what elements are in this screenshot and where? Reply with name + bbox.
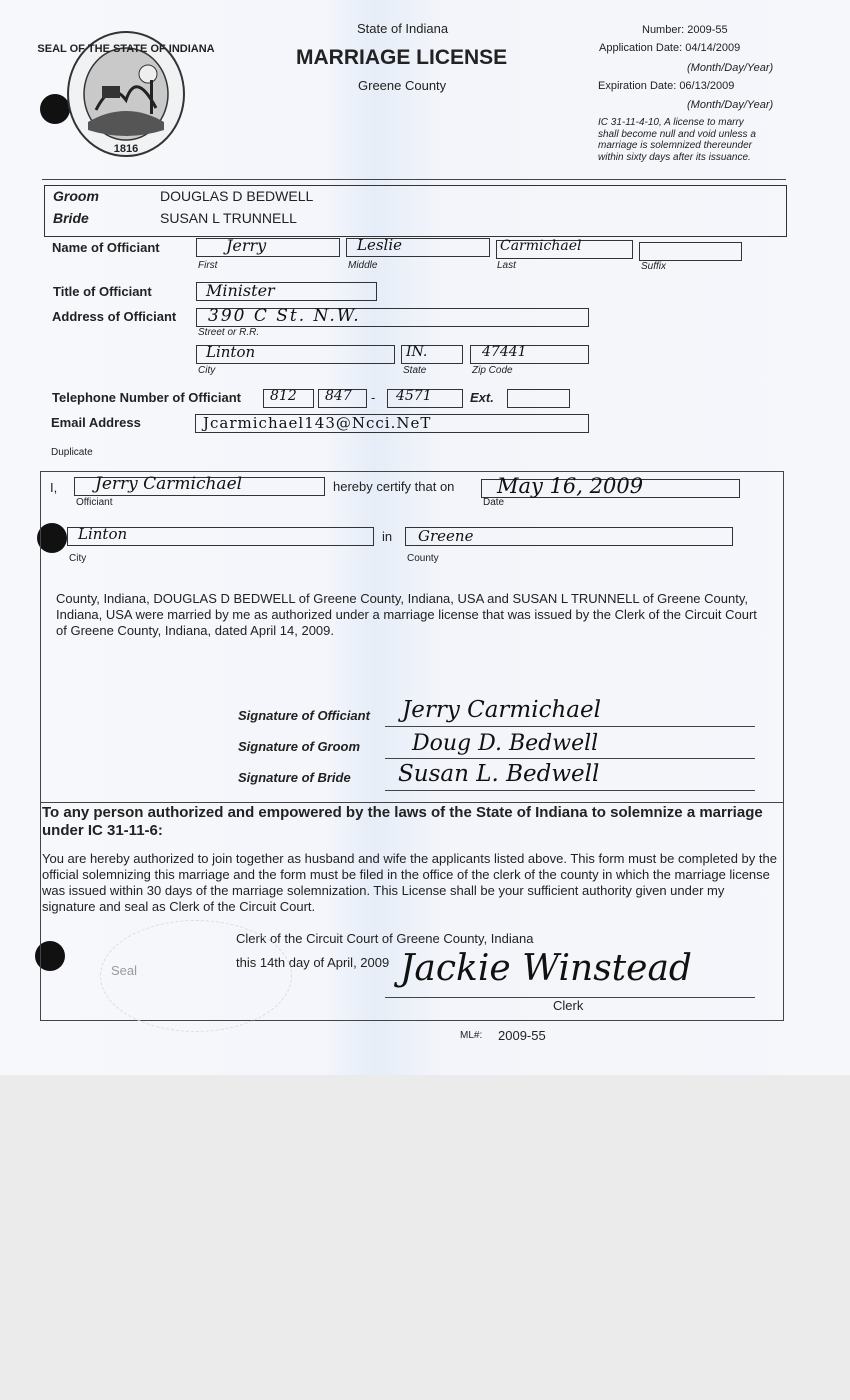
statute-note-line: shall become null and void unless a — [598, 128, 756, 140]
officiant-email-label: Email Address — [51, 415, 141, 430]
expiration-date: Expiration Date: 06/13/2009 — [598, 80, 735, 92]
expiration-date-format: (Month/Day/Year) — [687, 99, 774, 111]
state-value: IN. — [406, 344, 428, 360]
statute-note — [598, 117, 756, 163]
issued-date: this 14th day of April, 2009 — [236, 955, 390, 970]
application-date: Application Date: 04/14/2009 — [599, 42, 741, 54]
officiant-address-label: Address of Officiant — [52, 309, 177, 324]
statute-note-line: IC 31-11-4-10, A license to marry — [598, 117, 744, 128]
certificate-statement: County, Indiana, DOUGLAS D BEDWELL of Greene County, Indiana, USA and SUSAN L TRUNNELL of Greene County, Indiana, USA were married by me as authorized under a marriage license that was issued by the Clerk of the Circuit Court of Greene County, Indiana, dated April 14, 2009. — [56, 591, 757, 638]
sig-bride-signature: Susan L. Bedwell — [398, 761, 600, 787]
sig-groom-signature: Doug D. Bedwell — [412, 731, 599, 756]
officiant-suffix-field[interactable] — [639, 242, 742, 261]
officiant-middle-value: Leslie — [357, 236, 403, 254]
officiant-last-value: Carmichael — [500, 238, 582, 254]
header-divider — [42, 179, 786, 180]
certificate-i-label: I, — [50, 480, 58, 495]
phone-dash: - — [371, 390, 376, 405]
sig-bride-line — [385, 790, 755, 791]
certificate-in-label: in — [382, 529, 393, 544]
officiant-phone-label: Telephone Number of Officiant — [52, 390, 241, 405]
first-label: First — [198, 260, 218, 271]
certificate-officiant-label: Officiant — [76, 497, 113, 508]
certificate-county-value: Greene — [418, 527, 474, 545]
statute-note-line: marriage is solemnized thereunder — [598, 140, 752, 151]
state-seal-icon — [37, 30, 215, 158]
clerk-signature: Jackie Winstead — [400, 948, 692, 989]
clerk-label: Clerk — [553, 998, 584, 1013]
seal-label: Seal — [111, 963, 138, 978]
clerk-court-label: Clerk of the Circuit Court of Greene County, Indiana — [236, 931, 534, 946]
groom-label: Groom — [53, 188, 99, 204]
zip-label: Zip Code — [472, 365, 513, 376]
zip-value: 47441 — [482, 344, 527, 360]
sig-officiant-label: Signature of Officiant — [238, 708, 370, 723]
duplicate-label: Duplicate — [51, 447, 93, 458]
state-label: State — [403, 365, 427, 376]
officiant-title-label: Title of Officiant — [53, 284, 152, 299]
authorization-text: You are hereby authorized to join together as husband and wife the applicants listed above. This form must be completed by the official solemnizing this marriage and the form must be filed in the office of the clerk of the county in which the marriage license was issued within 30 days of the marriage solemnization. This License shall be your sufficient authority given under my signature and seal as Clerk of the Circuit Court. — [42, 851, 777, 914]
officiant-first-value: Jerry — [226, 236, 267, 255]
city-label: City — [198, 365, 216, 376]
certificate-date-label: Date — [483, 497, 505, 508]
phone-ext-label: Ext. — [470, 390, 494, 405]
email-value: Jcarmichael143@Ncci.NeT — [203, 414, 432, 432]
bride-name: SUSAN L TRUNNELL — [160, 210, 297, 226]
last-label: Last — [497, 260, 516, 271]
sig-groom-line — [385, 758, 755, 759]
certificate-city-label: City — [69, 553, 87, 564]
certificate-county-label: County — [407, 553, 439, 564]
street-label: Street or R.R. — [198, 327, 260, 338]
application-date-format: (Month/Day/Year) — [687, 62, 774, 74]
officiant-title-value: Minister — [206, 281, 275, 300]
embossed-seal-icon — [100, 920, 292, 1032]
sig-officiant-line — [385, 726, 755, 727]
sig-bride-label: Signature of Bride — [238, 770, 351, 785]
sig-officiant-signature: Jerry Carmichael — [402, 697, 601, 723]
certificate-date-value: May 16, 2009 — [497, 474, 644, 498]
seal-year: 1816 — [113, 143, 139, 155]
state-heading: State of Indiana — [357, 21, 449, 36]
certificate-officiant-signature: Jerry Carmichael — [95, 474, 243, 494]
middle-label: Middle — [348, 260, 378, 271]
bride-label: Bride — [53, 210, 89, 226]
certificate-city-value: Linton — [78, 525, 128, 543]
page-title: MARRIAGE LICENSE — [296, 46, 508, 69]
sig-groom-label: Signature of Groom — [238, 739, 361, 754]
statute-note-line: within sixty days after its issuance. — [598, 151, 751, 163]
ml-label: ML#: — [460, 1030, 483, 1041]
certify-text: hereby certify that on — [333, 479, 455, 494]
authorization-divider — [40, 802, 783, 803]
officiant-name-label: Name of Officiant — [52, 240, 160, 255]
phone-ext-field[interactable] — [507, 389, 570, 408]
phone-prefix-value: 847 — [325, 388, 352, 404]
officiant-first-field[interactable] — [196, 238, 340, 257]
couple-box — [44, 185, 787, 237]
phone-line-value: 4571 — [396, 388, 432, 404]
county-heading: Greene County — [358, 78, 447, 93]
authorization-heading: To any person authorized and empowered by the laws of the State of Indiana to solemnize a marriage under IC 31-11-6: — [42, 804, 763, 839]
suffix-label: Suffix — [641, 261, 667, 272]
phone-area-value: 812 — [270, 388, 297, 404]
seal-top-text: SEAL OF THE STATE OF INDIANA — [37, 43, 215, 55]
groom-name: DOUGLAS D BEDWELL — [160, 188, 314, 204]
license-number: Number: 2009-55 — [642, 24, 728, 36]
city-value: Linton — [206, 343, 256, 361]
ml-number: 2009-55 — [498, 1028, 546, 1043]
street-value: 390 C St. N.W. — [208, 306, 361, 326]
